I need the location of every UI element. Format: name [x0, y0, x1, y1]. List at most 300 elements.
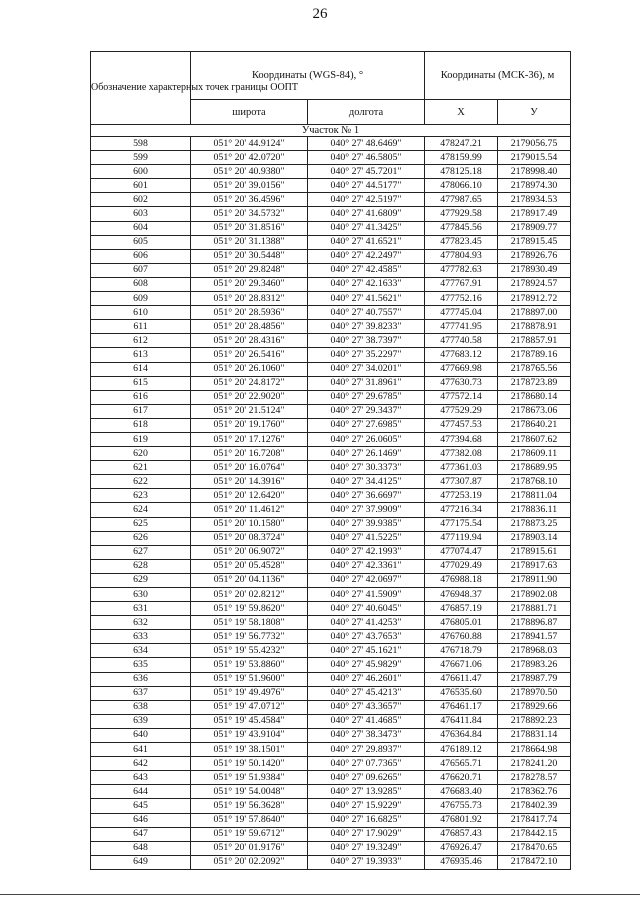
longitude-cell: 040° 27' 15.9229"	[308, 799, 425, 813]
y-cell: 2178402.39	[498, 799, 571, 813]
point-number: 649	[91, 855, 191, 869]
longitude-cell: 040° 27' 46.2601"	[308, 672, 425, 686]
latitude-cell: 051° 20' 42.0720"	[191, 151, 308, 165]
x-cell: 476535.60	[425, 686, 498, 700]
x-cell: 478159.99	[425, 151, 498, 165]
latitude-cell: 051° 20' 28.4316"	[191, 334, 308, 348]
point-number: 615	[91, 376, 191, 390]
latitude-cell: 051° 20' 24.8172"	[191, 376, 308, 390]
x-cell: 477741.95	[425, 320, 498, 334]
x-cell: 477740.58	[425, 334, 498, 348]
latitude-cell: 051° 19' 57.8640"	[191, 813, 308, 827]
longitude-cell: 040° 27' 42.2497"	[308, 249, 425, 263]
y-cell: 2178723.89	[498, 376, 571, 390]
longitude-cell: 040° 27' 41.5225"	[308, 531, 425, 545]
latitude-cell: 051° 20' 39.0156"	[191, 179, 308, 193]
point-number: 619	[91, 432, 191, 446]
latitude-cell: 051° 19' 47.0712"	[191, 700, 308, 714]
point-number: 604	[91, 221, 191, 235]
latitude-cell: 051° 20' 02.2092"	[191, 855, 308, 869]
y-cell: 2178941.57	[498, 630, 571, 644]
point-number: 647	[91, 827, 191, 841]
x-cell: 477394.68	[425, 432, 498, 446]
table-row	[91, 531, 571, 545]
x-cell: 476935.46	[425, 855, 498, 869]
point-number: 616	[91, 390, 191, 404]
y-cell: 2178903.14	[498, 531, 571, 545]
table-row	[91, 235, 571, 249]
x-cell: 476857.19	[425, 602, 498, 616]
latitude-cell: 051° 20' 11.4612"	[191, 503, 308, 517]
header-x: X	[425, 100, 498, 125]
point-number: 606	[91, 249, 191, 263]
point-number: 637	[91, 686, 191, 700]
y-cell: 2178912.72	[498, 292, 571, 306]
y-cell: 2178680.14	[498, 390, 571, 404]
y-cell: 2178930.49	[498, 263, 571, 277]
longitude-cell: 040° 27' 41.6521"	[308, 235, 425, 249]
x-cell: 477845.56	[425, 221, 498, 235]
y-cell: 2178926.76	[498, 249, 571, 263]
latitude-cell: 051° 19' 58.1808"	[191, 616, 308, 630]
point-number: 642	[91, 757, 191, 771]
y-cell: 2178664.98	[498, 743, 571, 757]
longitude-cell: 040° 27' 19.3249"	[308, 841, 425, 855]
table-row	[91, 630, 571, 644]
table-row	[91, 545, 571, 559]
latitude-cell: 051° 20' 01.9176"	[191, 841, 308, 855]
y-cell: 2178902.08	[498, 588, 571, 602]
latitude-cell: 051° 19' 51.9600"	[191, 672, 308, 686]
point-number: 603	[91, 207, 191, 221]
table-row	[91, 573, 571, 587]
point-number: 631	[91, 602, 191, 616]
longitude-cell: 040° 27' 42.5197"	[308, 193, 425, 207]
y-cell: 2179056.75	[498, 137, 571, 151]
table-row	[91, 432, 571, 446]
y-cell: 2178442.15	[498, 827, 571, 841]
x-cell: 477572.14	[425, 390, 498, 404]
longitude-cell: 040° 27' 46.5805"	[308, 151, 425, 165]
latitude-cell: 051° 19' 56.3628"	[191, 799, 308, 813]
point-number: 636	[91, 672, 191, 686]
longitude-cell: 040° 27' 45.7201"	[308, 165, 425, 179]
table-row	[91, 644, 571, 658]
x-cell: 477767.91	[425, 277, 498, 291]
latitude-cell: 051° 20' 28.5936"	[191, 306, 308, 320]
point-number: 612	[91, 334, 191, 348]
y-cell: 2178974.30	[498, 179, 571, 193]
table-row	[91, 728, 571, 742]
longitude-cell: 040° 27' 29.8937"	[308, 743, 425, 757]
longitude-cell: 040° 27' 44.5177"	[308, 179, 425, 193]
longitude-cell: 040° 27' 13.9285"	[308, 785, 425, 799]
latitude-cell: 051° 20' 22.9020"	[191, 390, 308, 404]
longitude-cell: 040° 27' 48.6469"	[308, 137, 425, 151]
latitude-cell: 051° 19' 56.7732"	[191, 630, 308, 644]
point-number: 617	[91, 404, 191, 418]
y-cell: 2178998.40	[498, 165, 571, 179]
point-number: 618	[91, 418, 191, 432]
longitude-cell: 040° 27' 43.7653"	[308, 630, 425, 644]
point-number: 600	[91, 165, 191, 179]
longitude-cell: 040° 27' 45.9829"	[308, 658, 425, 672]
table-row	[91, 263, 571, 277]
latitude-cell: 051° 20' 21.5124"	[191, 404, 308, 418]
table-row	[91, 517, 571, 531]
table-row	[91, 362, 571, 376]
x-cell: 476948.37	[425, 588, 498, 602]
table-row	[91, 447, 571, 461]
point-number: 599	[91, 151, 191, 165]
table-row	[91, 771, 571, 785]
table-row	[91, 602, 571, 616]
longitude-cell: 040° 27' 26.0605"	[308, 432, 425, 446]
y-cell: 2178983.26	[498, 658, 571, 672]
latitude-cell: 051° 20' 12.6420"	[191, 489, 308, 503]
x-cell: 477361.03	[425, 461, 498, 475]
longitude-cell: 040° 27' 35.2297"	[308, 348, 425, 362]
latitude-cell: 051° 20' 34.5732"	[191, 207, 308, 221]
latitude-cell: 051° 20' 16.7208"	[191, 447, 308, 461]
longitude-cell: 040° 27' 41.3425"	[308, 221, 425, 235]
x-cell: 477823.45	[425, 235, 498, 249]
longitude-cell: 040° 27' 29.3437"	[308, 404, 425, 418]
point-number: 633	[91, 630, 191, 644]
latitude-cell: 051° 19' 49.4976"	[191, 686, 308, 700]
table-row	[91, 714, 571, 728]
x-cell: 476671.06	[425, 658, 498, 672]
latitude-cell: 051° 19' 38.1501"	[191, 743, 308, 757]
table-row	[91, 686, 571, 700]
longitude-cell: 040° 27' 09.6265"	[308, 771, 425, 785]
y-cell: 2178470.65	[498, 841, 571, 855]
point-number: 624	[91, 503, 191, 517]
x-cell: 476760.88	[425, 630, 498, 644]
y-cell: 2179015.54	[498, 151, 571, 165]
x-cell: 476411.84	[425, 714, 498, 728]
x-cell: 477752.16	[425, 292, 498, 306]
y-cell: 2178881.71	[498, 602, 571, 616]
point-number: 623	[91, 489, 191, 503]
header-point-designation: Обозначение характерных точек границы ООПТ	[91, 52, 191, 125]
longitude-cell: 040° 27' 42.4585"	[308, 263, 425, 277]
x-cell: 476461.17	[425, 700, 498, 714]
point-number: 629	[91, 573, 191, 587]
x-cell: 476718.79	[425, 644, 498, 658]
latitude-cell: 051° 20' 16.0764"	[191, 461, 308, 475]
header-y: У	[498, 100, 571, 125]
y-cell: 2178689.95	[498, 461, 571, 475]
point-number: 648	[91, 841, 191, 855]
point-number: 627	[91, 545, 191, 559]
page-number: 26	[312, 6, 328, 22]
x-cell: 476565.71	[425, 757, 498, 771]
table-row	[91, 743, 571, 757]
x-cell: 477630.73	[425, 376, 498, 390]
latitude-cell: 051° 20' 29.8248"	[191, 263, 308, 277]
y-cell: 2178970.50	[498, 686, 571, 700]
point-number: 620	[91, 447, 191, 461]
y-cell: 2178811.04	[498, 489, 571, 503]
longitude-cell: 040° 27' 26.1469"	[308, 447, 425, 461]
latitude-cell: 051° 20' 14.3916"	[191, 475, 308, 489]
table-row	[91, 757, 571, 771]
x-cell: 477669.98	[425, 362, 498, 376]
longitude-cell: 040° 27' 31.8961"	[308, 376, 425, 390]
point-number: 630	[91, 588, 191, 602]
y-cell: 2178917.49	[498, 207, 571, 221]
table-body	[91, 125, 571, 870]
y-cell: 2178765.56	[498, 362, 571, 376]
longitude-cell: 040° 27' 45.4213"	[308, 686, 425, 700]
point-number: 639	[91, 714, 191, 728]
latitude-cell: 051° 20' 08.3724"	[191, 531, 308, 545]
table-row	[91, 151, 571, 165]
point-number: 622	[91, 475, 191, 489]
longitude-cell: 040° 27' 16.6825"	[308, 813, 425, 827]
longitude-cell: 040° 27' 29.6785"	[308, 390, 425, 404]
latitude-cell: 051° 20' 29.3460"	[191, 277, 308, 291]
x-cell: 477175.54	[425, 517, 498, 531]
latitude-cell: 051° 20' 40.9380"	[191, 165, 308, 179]
latitude-cell: 051° 19' 53.8860"	[191, 658, 308, 672]
table-row	[91, 785, 571, 799]
x-cell: 477074.47	[425, 545, 498, 559]
longitude-cell: 040° 27' 40.7557"	[308, 306, 425, 320]
y-cell: 2178968.03	[498, 644, 571, 658]
y-cell: 2178362.76	[498, 785, 571, 799]
latitude-cell: 051° 19' 54.0048"	[191, 785, 308, 799]
latitude-cell: 051° 20' 04.1136"	[191, 573, 308, 587]
y-cell: 2178896.87	[498, 616, 571, 630]
point-number: 601	[91, 179, 191, 193]
table-row	[91, 193, 571, 207]
y-cell: 2178909.77	[498, 221, 571, 235]
longitude-cell: 040° 27' 39.8233"	[308, 320, 425, 334]
longitude-cell: 040° 27' 43.3657"	[308, 700, 425, 714]
table-row	[91, 799, 571, 813]
table-row	[91, 207, 571, 221]
y-cell: 2178911.90	[498, 573, 571, 587]
x-cell: 477745.04	[425, 306, 498, 320]
point-number: 635	[91, 658, 191, 672]
x-cell: 477253.19	[425, 489, 498, 503]
longitude-cell: 040° 27' 41.4253"	[308, 616, 425, 630]
x-cell: 477782.63	[425, 263, 498, 277]
x-cell: 476801.92	[425, 813, 498, 827]
latitude-cell: 051° 20' 28.8312"	[191, 292, 308, 306]
header-latitude: широта	[191, 100, 308, 125]
y-cell: 2178417.74	[498, 813, 571, 827]
latitude-cell: 051° 20' 31.1388"	[191, 235, 308, 249]
point-number: 632	[91, 616, 191, 630]
table-row	[91, 292, 571, 306]
longitude-cell: 040° 27' 40.6045"	[308, 602, 425, 616]
y-cell: 2178878.91	[498, 320, 571, 334]
table-row	[91, 841, 571, 855]
latitude-cell: 051° 20' 19.1760"	[191, 418, 308, 432]
table-row	[91, 559, 571, 573]
latitude-cell: 051° 20' 30.5448"	[191, 249, 308, 263]
latitude-cell: 051° 20' 06.9072"	[191, 545, 308, 559]
y-cell: 2178929.66	[498, 700, 571, 714]
y-cell: 2178917.63	[498, 559, 571, 573]
longitude-cell: 040° 27' 41.5621"	[308, 292, 425, 306]
point-number: 628	[91, 559, 191, 573]
latitude-cell: 051° 20' 17.1276"	[191, 432, 308, 446]
x-cell: 477987.65	[425, 193, 498, 207]
longitude-cell: 040° 27' 38.3473"	[308, 728, 425, 742]
y-cell: 2178836.11	[498, 503, 571, 517]
y-cell: 2178673.06	[498, 404, 571, 418]
x-cell: 477119.94	[425, 531, 498, 545]
table-row	[91, 277, 571, 291]
table-row	[91, 320, 571, 334]
x-cell: 477457.53	[425, 418, 498, 432]
point-number: 605	[91, 235, 191, 249]
table-row	[91, 475, 571, 489]
x-cell: 477529.29	[425, 404, 498, 418]
point-number: 640	[91, 728, 191, 742]
y-cell: 2178915.61	[498, 545, 571, 559]
point-number: 621	[91, 461, 191, 475]
latitude-cell: 051° 19' 51.9384"	[191, 771, 308, 785]
y-cell: 2178609.11	[498, 447, 571, 461]
point-number: 610	[91, 306, 191, 320]
table-row	[91, 588, 571, 602]
longitude-cell: 040° 27' 42.1993"	[308, 545, 425, 559]
table-row	[91, 489, 571, 503]
point-number: 638	[91, 700, 191, 714]
point-number: 625	[91, 517, 191, 531]
x-cell: 476988.18	[425, 573, 498, 587]
longitude-cell: 040° 27' 34.4125"	[308, 475, 425, 489]
x-cell: 477029.49	[425, 559, 498, 573]
x-cell: 476857.43	[425, 827, 498, 841]
point-number: 611	[91, 320, 191, 334]
x-cell: 476611.47	[425, 672, 498, 686]
point-number: 608	[91, 277, 191, 291]
table-row	[91, 616, 571, 630]
table-row	[91, 461, 571, 475]
point-number: 607	[91, 263, 191, 277]
latitude-cell: 051° 19' 45.4584"	[191, 714, 308, 728]
point-number: 643	[91, 771, 191, 785]
longitude-cell: 040° 27' 41.4685"	[308, 714, 425, 728]
y-cell: 2178241.20	[498, 757, 571, 771]
latitude-cell: 051° 20' 26.5416"	[191, 348, 308, 362]
table-row	[91, 700, 571, 714]
latitude-cell: 051° 20' 36.4596"	[191, 193, 308, 207]
y-cell: 2178873.25	[498, 517, 571, 531]
point-number: 645	[91, 799, 191, 813]
longitude-cell: 040° 27' 41.5909"	[308, 588, 425, 602]
longitude-cell: 040° 27' 07.7365"	[308, 757, 425, 771]
x-cell: 478125.18	[425, 165, 498, 179]
latitude-cell: 051° 19' 59.6712"	[191, 827, 308, 841]
header-msk36-coordinates: Координаты (МСК-36), м	[425, 52, 571, 100]
latitude-cell: 051° 20' 31.8516"	[191, 221, 308, 235]
y-cell: 2178857.91	[498, 334, 571, 348]
table-row	[91, 249, 571, 263]
point-number: 613	[91, 348, 191, 362]
table-row	[91, 221, 571, 235]
point-number: 626	[91, 531, 191, 545]
x-cell: 477804.93	[425, 249, 498, 263]
table-row	[91, 503, 571, 517]
latitude-cell: 051° 20' 26.1060"	[191, 362, 308, 376]
x-cell: 477216.34	[425, 503, 498, 517]
point-number: 602	[91, 193, 191, 207]
longitude-cell: 040° 27' 41.6809"	[308, 207, 425, 221]
table-row	[91, 418, 571, 432]
latitude-cell: 051° 19' 55.4232"	[191, 644, 308, 658]
y-cell: 2178472.10	[498, 855, 571, 869]
latitude-cell: 051° 19' 50.1420"	[191, 757, 308, 771]
latitude-cell: 051° 20' 44.9124"	[191, 137, 308, 151]
latitude-cell: 051° 20' 05.4528"	[191, 559, 308, 573]
longitude-cell: 040° 27' 42.3361"	[308, 559, 425, 573]
point-number: 644	[91, 785, 191, 799]
longitude-cell: 040° 27' 38.7397"	[308, 334, 425, 348]
table-row	[91, 855, 571, 869]
y-cell: 2178640.21	[498, 418, 571, 432]
table-row	[91, 827, 571, 841]
table-row	[91, 672, 571, 686]
table-row	[91, 390, 571, 404]
y-cell: 2178768.10	[498, 475, 571, 489]
x-cell: 477382.08	[425, 447, 498, 461]
longitude-cell: 040° 27' 17.9029"	[308, 827, 425, 841]
x-cell: 476755.73	[425, 799, 498, 813]
x-cell: 478247.21	[425, 137, 498, 151]
x-cell: 477683.12	[425, 348, 498, 362]
x-cell: 476683.40	[425, 785, 498, 799]
latitude-cell: 051° 20' 28.4856"	[191, 320, 308, 334]
point-number: 646	[91, 813, 191, 827]
header-longitude: долгота	[308, 100, 425, 125]
point-number: 598	[91, 137, 191, 151]
y-cell: 2178915.45	[498, 235, 571, 249]
x-cell: 476620.71	[425, 771, 498, 785]
y-cell: 2178892.23	[498, 714, 571, 728]
x-cell: 477929.58	[425, 207, 498, 221]
table-row	[91, 179, 571, 193]
table-row	[91, 348, 571, 362]
longitude-cell: 040° 27' 42.1633"	[308, 277, 425, 291]
y-cell: 2178924.57	[498, 277, 571, 291]
table-row	[91, 404, 571, 418]
table-row	[91, 165, 571, 179]
y-cell: 2178789.16	[498, 348, 571, 362]
y-cell: 2178607.62	[498, 432, 571, 446]
y-cell: 2178278.57	[498, 771, 571, 785]
table-row	[91, 137, 571, 151]
y-cell: 2178897.00	[498, 306, 571, 320]
latitude-cell: 051° 19' 43.9104"	[191, 728, 308, 742]
latitude-cell: 051° 19' 59.8620"	[191, 602, 308, 616]
longitude-cell: 040° 27' 39.9385"	[308, 517, 425, 531]
longitude-cell: 040° 27' 19.3933"	[308, 855, 425, 869]
point-number: 641	[91, 743, 191, 757]
header-wgs84-coordinates: Координаты (WGS-84), °	[191, 52, 425, 100]
x-cell: 476805.01	[425, 616, 498, 630]
longitude-cell: 040° 27' 42.0697"	[308, 573, 425, 587]
table-row	[91, 306, 571, 320]
latitude-cell: 051° 20' 10.1580"	[191, 517, 308, 531]
section-title: Участок № 1	[91, 125, 571, 137]
